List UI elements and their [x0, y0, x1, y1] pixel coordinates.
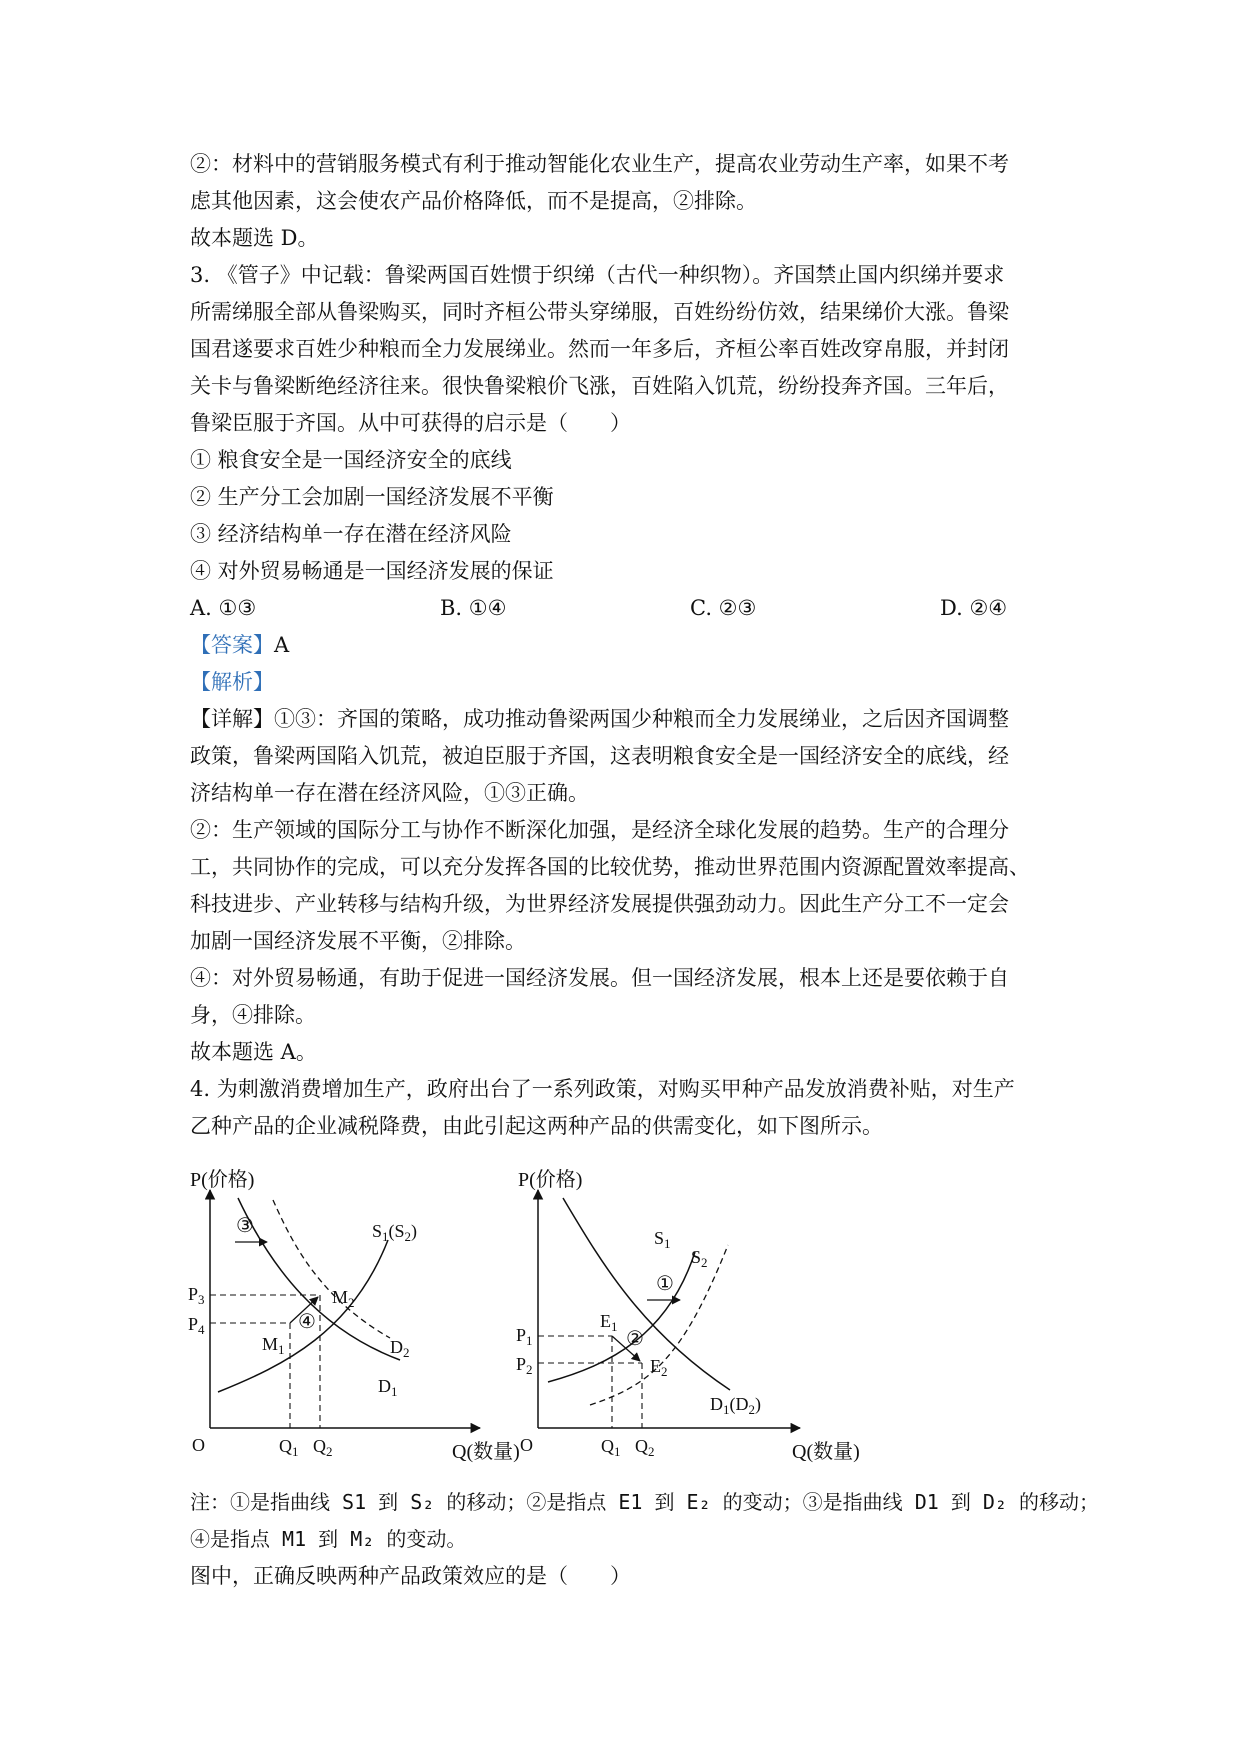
q3-detail-line-3: 济结构单一存在潜在经济风险，①③正确。: [190, 781, 589, 805]
chart-1-label-S1S2: $S_1(S_2)$: [372, 1221, 418, 1244]
q3-statement-2: ② 生产分工会加剧一国经济发展不平衡: [190, 485, 554, 509]
q3-option-c: C. ②③: [690, 596, 757, 620]
chart-2-label-D1D2: $D_1(D_2)$: [710, 1394, 761, 1417]
chart-1-annotation-3: ③: [236, 1215, 254, 1237]
chart-1-tick-P4: $P_4$: [188, 1314, 205, 1337]
q3-detail-line-1: 【详解】①③：齐国的策略，成功推动鲁梁两国少种粮而全力发展绨业，之后因齐国调整: [190, 707, 1009, 731]
q3-statement-3: ③ 经济结构单一存在潜在经济风险: [190, 522, 512, 546]
answer-tag: 【答案】: [190, 633, 274, 657]
analysis-tag: 【解析】: [190, 670, 274, 694]
chart-2: [516, 1168, 860, 1463]
chart-2-tick-P2: $P_2$: [516, 1354, 533, 1377]
chart-2-y-label: P(价格): [518, 1169, 583, 1191]
q3-detail-line-9: 身，④排除。: [190, 1003, 316, 1027]
chart-1-tick-Q2: $Q_2$: [313, 1436, 333, 1459]
chart-2-tick-P1: $P_1$: [516, 1325, 533, 1348]
chart-2-tick-Q1: $Q_1$: [601, 1436, 621, 1459]
q3-detail-line-8: ④：对外贸易畅通，有助于促进一国经济发展。但一国经济发展，根本上还是要依赖于自: [190, 966, 1009, 990]
chart-1: [188, 1168, 520, 1463]
q3-options: [190, 594, 1090, 622]
prev-point-2-line-2: 虑其他因素，这会使农产品价格降低，而不是提高，②排除。: [190, 189, 757, 213]
chart-1-label-D1: $D_1$: [378, 1376, 398, 1399]
chart-2-annotation-2: ②: [626, 1328, 644, 1350]
chart-2-origin: O: [520, 1435, 533, 1455]
q3-answer: [190, 631, 289, 659]
q4-note-line-2: ④是指点 M1 到 M₂ 的变动。: [190, 1527, 467, 1551]
chart-1-label-D2: $D_2$: [390, 1337, 410, 1360]
q3-statement-4: ④ 对外贸易畅通是一国经济发展的保证: [190, 559, 554, 583]
chart-2-curve-D1D2: [563, 1198, 730, 1390]
q4-note-line-1: 注：①是指曲线 S1 到 S₂ 的移动；②是指点 E1 到 E₂ 的变动；③是指曲线 D1 到 D₂ 的移动；: [190, 1490, 1099, 1514]
chart-2-point-E1: $E_1$: [600, 1311, 618, 1334]
q4-stem-line-1: 4. 为刺激消费增加生产，政府出台了一系列政策，对购买甲种产品发放消费补贴，对生产: [190, 1077, 1015, 1101]
chart-2-annotation-1: ①: [656, 1273, 674, 1295]
q3-statement-1: ① 粮食安全是一国经济安全的底线: [190, 448, 512, 472]
chart-2-x-label: Q(数量): [792, 1441, 860, 1463]
q3-stem-line-1: 3. 《管子》中记载：鲁梁两国百姓惯于织绨（古代一种织物）。齐国禁止国内织绨并要求: [190, 263, 1005, 287]
q3-stem-line-2: 所需绨服全部从鲁梁购买，同时齐桓公带头穿绨服，百姓纷纷仿效，结果绨价大涨。鲁梁: [190, 300, 1009, 324]
chart-1-annotation-4: ④: [298, 1311, 316, 1333]
chart-2-label-S1: $S_1$: [654, 1228, 671, 1251]
chart-2-tick-Q2: $Q_2$: [635, 1436, 655, 1459]
q3-detail-line-4: ②：生产领域的国际分工与协作不断深化加强，是经济全球化发展的趋势。生产的合理分: [190, 818, 1009, 842]
q3-option-b: B. ①④: [440, 596, 507, 620]
chart-1-x-label: Q(数量): [452, 1441, 520, 1463]
q4-figure: [180, 1160, 900, 1480]
chart-1-tick-Q1: $Q_1$: [279, 1436, 299, 1459]
prev-conclusion: 故本题选 D。: [190, 226, 319, 250]
chart-2-point-E2: $E_2$: [650, 1356, 668, 1379]
q3-stem-line-3: 国君遂要求百姓少种粮而全力发展绨业。然而一年多后，齐桓公率百姓改穿帛服，并封闭: [190, 337, 1009, 361]
q3-stem-line-5: 鲁梁臣服于齐国。从中可获得的启示是（ ）: [190, 411, 631, 435]
q4-question: 图中，正确反映两种产品政策效应的是（ ）: [190, 1564, 631, 1588]
q3-detail-line-5: 工，共同协作的完成，可以充分发挥各国的比较优势，推动世界范围内资源配置效率提高、: [190, 855, 1030, 879]
q3-option-d: D. ②④: [940, 596, 1008, 620]
chart-1-point-M1: $M_1$: [262, 1334, 285, 1357]
q3-detail-line-6: 科技进步、产业转移与结构升级，为世界经济发展提供强劲动力。因此生产分工不一定会: [190, 892, 1009, 916]
q3-detail-line-2: 政策，鲁梁两国陷入饥荒，被迫臣服于齐国，这表明粮食安全是一国经济安全的底线，经: [190, 744, 1009, 768]
chart-1-tick-P3: $P_3$: [188, 1284, 205, 1307]
chart-1-y-label: P(价格): [190, 1169, 255, 1191]
q3-stem-line-4: 关卡与鲁梁断绝经济往来。很快鲁梁粮价飞涨，百姓陷入饥荒，纷纷投奔齐国。三年后，: [190, 374, 1009, 398]
chart-1-origin: O: [192, 1435, 205, 1455]
q4-stem-line-2: 乙种产品的企业减税降费，由此引起这两种产品的供需变化，如下图所示。: [190, 1114, 883, 1138]
chart-2-label-S2: $S_2$: [691, 1247, 708, 1270]
chart-1-point-M2: $M_2$: [332, 1287, 355, 1310]
q3-option-a: A. ①③: [190, 596, 257, 620]
answer-value: A: [274, 633, 290, 657]
q3-detail-line-10: 故本题选 A。: [190, 1040, 317, 1064]
prev-point-2-line-1: ②：材料中的营销服务模式有利于推动智能化农业生产，提高农业劳动生产率，如果不考: [190, 152, 1009, 176]
q3-detail-line-7: 加剧一国经济发展不平衡，②排除。: [190, 929, 526, 953]
